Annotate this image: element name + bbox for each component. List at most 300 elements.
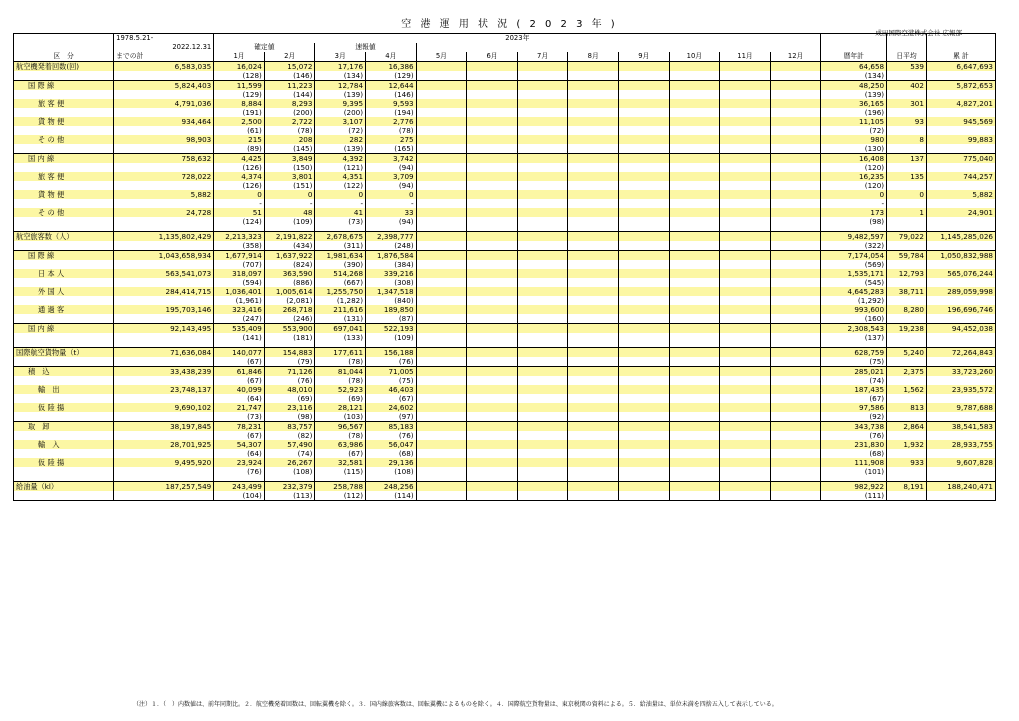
row-label: 仮 陸 揚 bbox=[14, 403, 114, 412]
month-ratio: (121) bbox=[315, 163, 366, 172]
ratio-blank bbox=[887, 181, 927, 190]
month-empty bbox=[517, 403, 568, 412]
ratio-empty bbox=[467, 144, 518, 154]
month-ratio: (129) bbox=[214, 90, 265, 99]
row-cumulative: 23,935,572 bbox=[926, 385, 995, 394]
header-month: 8月 bbox=[568, 52, 619, 62]
ratio-blank bbox=[887, 394, 927, 403]
month-value: 243,499 bbox=[214, 482, 265, 492]
ratio-empty bbox=[770, 108, 821, 117]
row-cumulative: 6,647,693 bbox=[926, 62, 995, 72]
ratio-empty bbox=[467, 181, 518, 190]
row-total-ratio: (120) bbox=[821, 163, 887, 172]
row-total: 9,482,597 bbox=[821, 232, 887, 242]
month-empty bbox=[568, 269, 619, 278]
month-empty bbox=[720, 81, 771, 91]
month-empty bbox=[568, 403, 619, 412]
row-cum: 71,636,084 bbox=[114, 348, 214, 358]
month-ratio: (82) bbox=[264, 431, 315, 440]
ratio-blank bbox=[14, 296, 114, 305]
ratio-blank bbox=[926, 296, 995, 305]
month-empty bbox=[720, 190, 771, 199]
header-month: 12月 bbox=[770, 52, 821, 62]
ratio-blank bbox=[114, 90, 214, 99]
row-cumulative: 196,696,746 bbox=[926, 305, 995, 314]
month-value: 8,293 bbox=[264, 99, 315, 108]
month-ratio: (146) bbox=[264, 71, 315, 81]
month-value: 2,776 bbox=[366, 117, 417, 126]
month-empty bbox=[669, 403, 720, 412]
ratio-blank bbox=[926, 181, 995, 190]
month-value: 2,398,777 bbox=[366, 232, 417, 242]
row-total-ratio: (1,292) bbox=[821, 296, 887, 305]
ratio-empty bbox=[568, 90, 619, 99]
month-empty bbox=[467, 482, 518, 492]
ratio-empty bbox=[619, 181, 670, 190]
row-total: 16,408 bbox=[821, 154, 887, 164]
table-row bbox=[14, 190, 996, 199]
ratio-empty bbox=[720, 217, 771, 226]
row-cumulative: 24,901 bbox=[926, 208, 995, 217]
table-row-ratio bbox=[14, 431, 996, 440]
ratio-empty bbox=[517, 357, 568, 367]
ratio-empty bbox=[467, 71, 518, 81]
month-empty bbox=[720, 287, 771, 296]
header-blank9 bbox=[926, 43, 995, 52]
month-empty bbox=[416, 81, 467, 91]
month-empty bbox=[669, 232, 720, 242]
month-ratio: (67) bbox=[214, 431, 265, 440]
ratio-empty bbox=[770, 431, 821, 440]
row-cumulative: 99,883 bbox=[926, 135, 995, 144]
month-empty bbox=[720, 172, 771, 181]
row-cum: 187,257,549 bbox=[114, 482, 214, 492]
row-cumulative: 744,257 bbox=[926, 172, 995, 181]
row-total: 628,759 bbox=[821, 348, 887, 358]
row-label: 航空機発着回数(回) bbox=[14, 62, 114, 72]
table-row-ratio bbox=[14, 314, 996, 324]
row-total-ratio: (67) bbox=[821, 394, 887, 403]
month-value: 52,923 bbox=[315, 385, 366, 394]
month-value: 4,351 bbox=[315, 172, 366, 181]
ratio-empty bbox=[669, 357, 720, 367]
ratio-empty bbox=[619, 333, 670, 342]
month-ratio: (76) bbox=[214, 467, 265, 476]
month-empty bbox=[416, 287, 467, 296]
ratio-empty bbox=[517, 90, 568, 99]
month-empty bbox=[517, 440, 568, 449]
row-cum: 24,728 bbox=[114, 208, 214, 217]
month-ratio: (594) bbox=[214, 278, 265, 287]
row-total-ratio: (111) bbox=[821, 491, 887, 501]
month-empty bbox=[669, 154, 720, 164]
ratio-empty bbox=[467, 217, 518, 226]
month-ratio: (97) bbox=[366, 412, 417, 422]
month-ratio: (114) bbox=[366, 491, 417, 501]
ratio-empty bbox=[467, 296, 518, 305]
row-cum: 5,882 bbox=[114, 190, 214, 199]
ratio-empty bbox=[619, 431, 670, 440]
month-empty bbox=[568, 348, 619, 358]
month-ratio: (103) bbox=[315, 412, 366, 422]
month-empty bbox=[517, 172, 568, 181]
ratio-blank bbox=[14, 163, 114, 172]
month-empty bbox=[568, 422, 619, 432]
row-cumulative: 1,145,285,026 bbox=[926, 232, 995, 242]
row-cum: 9,690,102 bbox=[114, 403, 214, 412]
month-ratio: (73) bbox=[315, 217, 366, 226]
header-kakutei: 確定値 bbox=[214, 43, 315, 52]
ratio-empty bbox=[619, 260, 670, 269]
ratio-empty bbox=[416, 449, 467, 458]
header-month: 2月 bbox=[264, 52, 315, 62]
month-ratio: (89) bbox=[214, 144, 265, 154]
month-empty bbox=[467, 117, 518, 126]
ratio-empty bbox=[619, 199, 670, 208]
table-row bbox=[14, 99, 996, 108]
month-ratio: (79) bbox=[264, 357, 315, 367]
month-empty bbox=[467, 324, 518, 334]
ratio-empty bbox=[568, 278, 619, 287]
month-value: 96,567 bbox=[315, 422, 366, 432]
table-row-ratio bbox=[14, 71, 996, 81]
ratio-blank bbox=[926, 314, 995, 324]
ratio-empty bbox=[720, 199, 771, 208]
table-row bbox=[14, 154, 996, 164]
row-total: 285,021 bbox=[821, 367, 887, 377]
month-ratio: (69) bbox=[315, 394, 366, 403]
ratio-empty bbox=[619, 108, 670, 117]
month-ratio: (200) bbox=[315, 108, 366, 117]
ratio-empty bbox=[467, 260, 518, 269]
month-value: 232,379 bbox=[264, 482, 315, 492]
month-empty bbox=[517, 99, 568, 108]
header-month: 7月 bbox=[517, 52, 568, 62]
month-value: 1,255,750 bbox=[315, 287, 366, 296]
month-ratio: (74) bbox=[264, 449, 315, 458]
month-ratio: (384) bbox=[366, 260, 417, 269]
table-row-ratio bbox=[14, 144, 996, 154]
month-value: 48 bbox=[264, 208, 315, 217]
row-total: 982,922 bbox=[821, 482, 887, 492]
month-empty bbox=[416, 440, 467, 449]
ratio-empty bbox=[669, 108, 720, 117]
month-value: 24,602 bbox=[366, 403, 417, 412]
month-empty bbox=[619, 208, 670, 217]
month-value: 33 bbox=[366, 208, 417, 217]
month-empty bbox=[416, 190, 467, 199]
ratio-empty bbox=[416, 126, 467, 135]
month-empty bbox=[517, 232, 568, 242]
ratio-empty bbox=[720, 333, 771, 342]
month-value: 1,637,922 bbox=[264, 251, 315, 261]
ratio-empty bbox=[619, 126, 670, 135]
row-label: 仮 陸 揚 bbox=[14, 458, 114, 467]
month-value: 9,395 bbox=[315, 99, 366, 108]
month-empty bbox=[619, 482, 670, 492]
table-row bbox=[14, 62, 996, 72]
row-cum: 5,824,403 bbox=[114, 81, 214, 91]
month-empty bbox=[770, 348, 821, 358]
month-empty bbox=[770, 251, 821, 261]
ratio-blank bbox=[114, 199, 214, 208]
month-ratio: (707) bbox=[214, 260, 265, 269]
row-label: 日 本 人 bbox=[14, 269, 114, 278]
ratio-empty bbox=[416, 333, 467, 342]
ratio-empty bbox=[568, 314, 619, 324]
ratio-blank bbox=[14, 394, 114, 403]
month-ratio: (109) bbox=[366, 333, 417, 342]
month-value: 78,231 bbox=[214, 422, 265, 432]
month-ratio: (2,081) bbox=[264, 296, 315, 305]
ratio-empty bbox=[467, 467, 518, 476]
month-empty bbox=[770, 62, 821, 72]
ratio-blank bbox=[926, 108, 995, 117]
ratio-empty bbox=[517, 296, 568, 305]
month-ratio: (67) bbox=[315, 449, 366, 458]
row-total-ratio: (569) bbox=[821, 260, 887, 269]
ratio-blank bbox=[887, 376, 927, 385]
month-ratio: (76) bbox=[366, 357, 417, 367]
ratio-blank bbox=[114, 412, 214, 422]
month-ratio: (194) bbox=[366, 108, 417, 117]
ratio-blank bbox=[887, 144, 927, 154]
ratio-empty bbox=[416, 314, 467, 324]
table-row-ratio bbox=[14, 217, 996, 226]
ratio-empty bbox=[467, 449, 518, 458]
ratio-blank bbox=[14, 108, 114, 117]
row-daily-avg: 539 bbox=[887, 62, 927, 72]
row-label: 外 国 人 bbox=[14, 287, 114, 296]
month-empty bbox=[568, 287, 619, 296]
ratio-empty bbox=[517, 108, 568, 117]
row-total: 187,435 bbox=[821, 385, 887, 394]
month-ratio: (78) bbox=[366, 126, 417, 135]
header-blank5 bbox=[14, 43, 114, 52]
month-ratio: (78) bbox=[315, 357, 366, 367]
month-empty bbox=[517, 482, 568, 492]
header-month: 5月 bbox=[416, 52, 467, 62]
row-cum: 6,583,035 bbox=[114, 62, 214, 72]
month-empty bbox=[669, 367, 720, 377]
month-value: 23,116 bbox=[264, 403, 315, 412]
ratio-blank bbox=[926, 278, 995, 287]
ratio-empty bbox=[770, 333, 821, 342]
ratio-empty bbox=[720, 90, 771, 99]
ratio-blank bbox=[926, 357, 995, 367]
table-row-ratio bbox=[14, 199, 996, 208]
ratio-empty bbox=[770, 144, 821, 154]
month-value: 12,644 bbox=[366, 81, 417, 91]
row-label: 国 際 線 bbox=[14, 251, 114, 261]
month-empty bbox=[619, 385, 670, 394]
ratio-blank bbox=[926, 394, 995, 403]
ratio-empty bbox=[568, 144, 619, 154]
table-row bbox=[14, 172, 996, 181]
month-ratio: (886) bbox=[264, 278, 315, 287]
ratio-empty bbox=[619, 394, 670, 403]
row-total-ratio: (76) bbox=[821, 431, 887, 440]
month-ratio: (108) bbox=[366, 467, 417, 476]
month-empty bbox=[517, 62, 568, 72]
ratio-blank bbox=[114, 467, 214, 476]
ratio-empty bbox=[568, 71, 619, 81]
ratio-empty bbox=[669, 394, 720, 403]
month-empty bbox=[467, 154, 518, 164]
month-ratio: - bbox=[315, 199, 366, 208]
month-ratio: (191) bbox=[214, 108, 265, 117]
ratio-blank bbox=[114, 71, 214, 81]
ratio-empty bbox=[720, 126, 771, 135]
row-total: 64,658 bbox=[821, 62, 887, 72]
month-empty bbox=[770, 482, 821, 492]
ratio-empty bbox=[568, 333, 619, 342]
month-ratio: (200) bbox=[264, 108, 315, 117]
month-value: 1,036,401 bbox=[214, 287, 265, 296]
ratio-empty bbox=[669, 163, 720, 172]
ratio-blank bbox=[887, 126, 927, 135]
ratio-blank bbox=[887, 412, 927, 422]
ratio-blank bbox=[14, 491, 114, 501]
month-empty bbox=[720, 482, 771, 492]
month-ratio: (69) bbox=[264, 394, 315, 403]
header-year: 2023年 bbox=[214, 34, 821, 44]
table-row-ratio bbox=[14, 412, 996, 422]
month-ratio: (144) bbox=[264, 90, 315, 99]
row-cum: 563,541,073 bbox=[114, 269, 214, 278]
table-row bbox=[14, 208, 996, 217]
month-empty bbox=[416, 172, 467, 181]
ratio-blank bbox=[114, 296, 214, 305]
ratio-empty bbox=[416, 260, 467, 269]
ratio-empty bbox=[568, 181, 619, 190]
month-ratio: (67) bbox=[366, 394, 417, 403]
table-row bbox=[14, 422, 996, 432]
ratio-blank bbox=[114, 333, 214, 342]
month-empty bbox=[517, 117, 568, 126]
header-total: 暦年計 bbox=[821, 52, 887, 62]
ratio-blank bbox=[926, 491, 995, 501]
month-empty bbox=[568, 154, 619, 164]
month-empty bbox=[720, 117, 771, 126]
month-ratio: (308) bbox=[366, 278, 417, 287]
month-empty bbox=[568, 208, 619, 217]
ratio-empty bbox=[669, 431, 720, 440]
row-cumulative: 775,040 bbox=[926, 154, 995, 164]
ratio-blank bbox=[926, 217, 995, 226]
month-ratio: (94) bbox=[366, 163, 417, 172]
ratio-empty bbox=[619, 278, 670, 287]
month-empty bbox=[770, 99, 821, 108]
ratio-empty bbox=[720, 467, 771, 476]
ratio-empty bbox=[669, 412, 720, 422]
ratio-empty bbox=[416, 431, 467, 440]
ratio-empty bbox=[568, 260, 619, 269]
row-total-ratio: (322) bbox=[821, 241, 887, 251]
ratio-empty bbox=[416, 71, 467, 81]
month-value: 3,742 bbox=[366, 154, 417, 164]
month-ratio: (134) bbox=[315, 71, 366, 81]
row-cum: 4,791,036 bbox=[114, 99, 214, 108]
ratio-empty bbox=[720, 260, 771, 269]
month-empty bbox=[467, 403, 518, 412]
month-value: 156,188 bbox=[366, 348, 417, 358]
row-total-ratio: (137) bbox=[821, 333, 887, 342]
month-ratio: (1,282) bbox=[315, 296, 366, 305]
row-total: 16,235 bbox=[821, 172, 887, 181]
footnote: （注）１．（ ）内数値は、前年同期比。２．航空機発着回数は、回転翼機を除く。３．国内線旅客数は、回転翼機によるものを除く。４．国際航空貨物量は、東京税関の資料による。５．給油量は、単位未満を四捨五入して表示している。 bbox=[133, 701, 778, 708]
month-empty bbox=[416, 367, 467, 377]
row-cumulative: 9,607,828 bbox=[926, 458, 995, 467]
ratio-empty bbox=[669, 314, 720, 324]
ratio-empty bbox=[720, 71, 771, 81]
month-value: 83,757 bbox=[264, 422, 315, 432]
month-empty bbox=[416, 154, 467, 164]
month-empty bbox=[669, 440, 720, 449]
table-row-ratio bbox=[14, 491, 996, 501]
month-empty bbox=[669, 422, 720, 432]
month-value: 2,500 bbox=[214, 117, 265, 126]
ratio-empty bbox=[568, 412, 619, 422]
month-ratio: (126) bbox=[214, 181, 265, 190]
ratio-blank bbox=[887, 278, 927, 287]
month-empty bbox=[416, 251, 467, 261]
month-value: 3,107 bbox=[315, 117, 366, 126]
month-empty bbox=[467, 305, 518, 314]
month-empty bbox=[619, 154, 670, 164]
month-ratio: (151) bbox=[264, 181, 315, 190]
ratio-empty bbox=[669, 333, 720, 342]
header-blank2 bbox=[821, 34, 887, 44]
month-empty bbox=[517, 190, 568, 199]
ratio-blank bbox=[14, 199, 114, 208]
ratio-empty bbox=[770, 241, 821, 251]
ratio-blank bbox=[926, 467, 995, 476]
ratio-empty bbox=[416, 217, 467, 226]
ratio-empty bbox=[669, 241, 720, 251]
row-label: 通 過 客 bbox=[14, 305, 114, 314]
month-ratio: (434) bbox=[264, 241, 315, 251]
ratio-empty bbox=[416, 376, 467, 385]
table-row bbox=[14, 251, 996, 261]
row-total-ratio: (120) bbox=[821, 181, 887, 190]
ratio-blank bbox=[926, 163, 995, 172]
month-value: 29,136 bbox=[366, 458, 417, 467]
ratio-blank bbox=[114, 394, 214, 403]
month-ratio: (145) bbox=[264, 144, 315, 154]
ratio-empty bbox=[416, 357, 467, 367]
header-sokuhou: 速報値 bbox=[315, 43, 416, 52]
month-empty bbox=[720, 324, 771, 334]
month-value: 1,677,914 bbox=[214, 251, 265, 261]
month-ratio: (75) bbox=[366, 376, 417, 385]
table-row-ratio bbox=[14, 90, 996, 99]
month-value: 4,392 bbox=[315, 154, 366, 164]
month-empty bbox=[720, 385, 771, 394]
row-cum: 33,438,239 bbox=[114, 367, 214, 377]
ratio-blank bbox=[14, 217, 114, 226]
ratio-empty bbox=[619, 241, 670, 251]
row-daily-avg: 12,793 bbox=[887, 269, 927, 278]
month-value: 11,599 bbox=[214, 81, 265, 91]
month-value: 282 bbox=[315, 135, 366, 144]
row-daily-avg: 813 bbox=[887, 403, 927, 412]
month-empty bbox=[568, 99, 619, 108]
header-blank4 bbox=[926, 34, 995, 44]
ratio-blank bbox=[926, 376, 995, 385]
month-empty bbox=[669, 208, 720, 217]
month-value: 3,801 bbox=[264, 172, 315, 181]
